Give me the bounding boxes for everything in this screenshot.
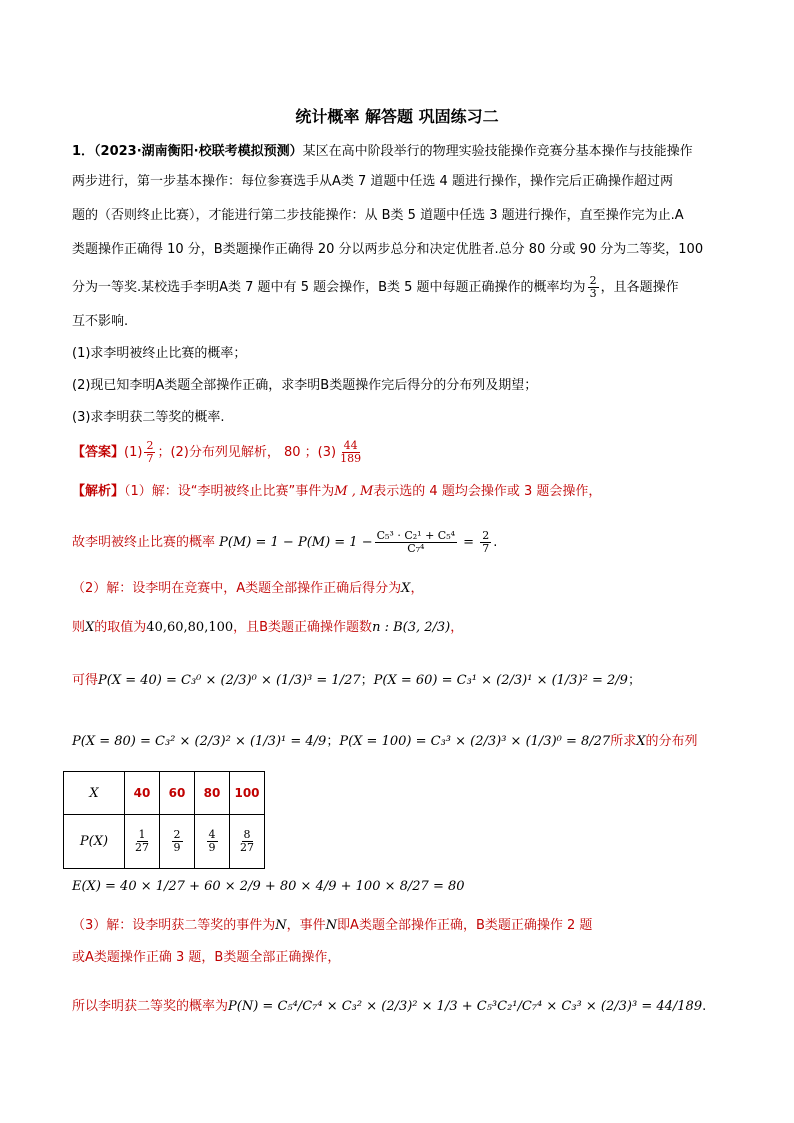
- table-cell-value: 40: [125, 772, 160, 815]
- problem-line-4: 类题操作正确得 10 分，B类题操作正确得 20 分以两步总分和决定优胜者.总分 80 分或 90 分为二等奖，100: [72, 242, 704, 257]
- problem-line-5: 分为一等奖.某校选手李明A类 7 题中有 5 题会操作，B类 5 题中每题正确操作的概率均为 $\frac{2}{3}$ ，且各题操作: [72, 274, 679, 300]
- analysis-line-9: 或A类题操作正确 3 题，B类题全部正确操作，: [72, 950, 341, 965]
- table-row: [64, 772, 265, 815]
- problem-number: 1．: [72, 144, 95, 159]
- table-cell-prob: $\frac{2}{9}$: [160, 815, 195, 869]
- question-2: (2)现已知李明A类题全部操作正确，求李明B类题操作完后得分的分布列及期望；: [72, 378, 538, 393]
- analysis-line-2: 故李明被终止比赛的概率 P(M) = 1 − P(M) = 1 − $\frac{\text{C₅³ · C₂¹ + C₅⁴}}{\text{C₇⁴}}$ = $\frac{2}{7}$ .: [72, 529, 498, 555]
- analysis-line-6: P(X = 80) = C₃² × (2/3)² × (1/3)¹ = 4/9；P(X = 100) = C₃³ × (2/3)³ × (1/3)⁰ = 8/27所求X的分布列: [72, 734, 698, 749]
- problem-line-6: 互不影响.: [72, 314, 129, 329]
- table-cell-prob: $\frac{1}{27}$: [125, 815, 160, 869]
- fraction-terminate: $\frac{\text{C₅³ · C₂¹ + C₅⁴}}{\text{C₇⁴}}$: [376, 529, 456, 555]
- answer-label: 【答案】: [72, 445, 125, 460]
- table-cell-value: 60: [160, 772, 195, 815]
- table-header-px: P(X): [64, 815, 125, 869]
- analysis-line-4: 则X的取值为40,60,80,100，且B类题正确操作题数n : B(3, 2/3)，: [72, 620, 464, 635]
- answer-fraction-3: $\frac{44}{189}$: [340, 439, 362, 465]
- problem-line-3: 题的（否则终止比赛），才能进行第二步技能操作：从 B类 5 道题中任选 3 题进行操作，直至操作完为止.A: [72, 208, 684, 223]
- table-cell-value: 80: [195, 772, 230, 815]
- answer-fraction-1: $\frac{2}{7}$: [146, 439, 154, 465]
- table-cell-value: 100: [230, 772, 265, 815]
- table-row: [64, 815, 265, 869]
- analysis-line-5: 可得P(X = 40) = C₃⁰ × (2/3)⁰ × (1/3)³ = 1/27；P(X = 60) = C₃¹ × (2/3)¹ × (1/3)² = 2/9；: [72, 673, 641, 688]
- analysis-line-10: 所以李明获二等奖的概率为P(N) = C₅⁴/C₇⁴ × C₃² × (2/3)² × 1/3 + C₅³C₂¹/C₇⁴ × C₃³ × (2/3)³ = 44/189.: [72, 999, 707, 1014]
- question-1: (1)求李明被终止比赛的概率；: [72, 346, 247, 361]
- table-cell-prob: $\frac{8}{27}$: [230, 815, 265, 869]
- table-header-x: X: [64, 772, 125, 815]
- expectation-line: E(X) = 40 × 1/27 + 60 × 2/9 + 80 × 4/9 + 100 × 8/27 = 80: [72, 879, 465, 894]
- analysis-line-8: （3）解：设李明获二等奖的事件为N，事件N即A类题全部操作正确，B类题正确操作 2 题: [72, 918, 593, 933]
- analysis-label: 【解析】: [72, 484, 125, 499]
- distribution-table: [63, 771, 265, 869]
- page-title: 统计概率 解答题 巩固练习二: [295, 107, 499, 126]
- problem-source: （2023·湖南衡阳·校联考模拟预测）: [94, 144, 303, 159]
- analysis-line-3: （2）解：设李明在竞赛中，A类题全部操作正确后得分为X，: [72, 581, 424, 596]
- analysis-line-1: 【解析】（1）解：设“李明被终止比赛”事件为M , M表示选的 4 题均会操作或 3 题会操作，: [72, 484, 602, 499]
- fraction-two-thirds: $\frac{2}{3}$: [589, 274, 597, 300]
- answer-line: 【答案】(1) $\frac{2}{7}$ ；(2)分布列见解析， 80 ；(3) $\frac{44}{189}$: [72, 439, 362, 465]
- problem-line-2: 两步进行，第一步基本操作：每位参赛选手从A类 7 道题中任选 4 题进行操作，操作完后正确操作超过两: [72, 174, 673, 189]
- problem-line-1: 1．（2023·湖南衡阳·校联考模拟预测）某区在高中阶段举行的物理实验技能操作竞赛分基本操作与技能操作: [72, 144, 693, 159]
- table-cell-prob: $\frac{4}{9}$: [195, 815, 230, 869]
- question-3: (3)求李明获二等奖的概率.: [72, 410, 225, 425]
